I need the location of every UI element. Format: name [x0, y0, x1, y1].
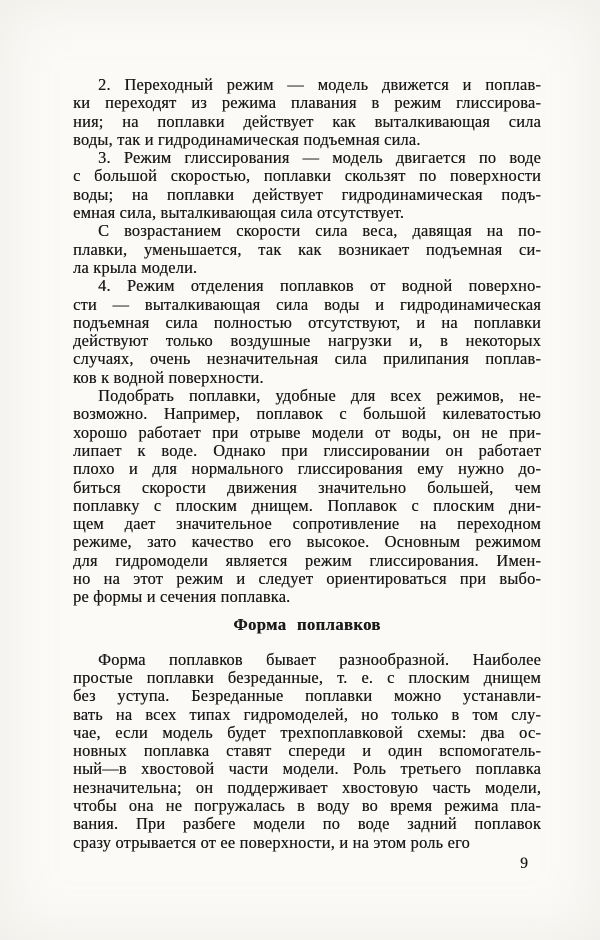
text-line: биться скорости движения значительно большей, чем [73, 478, 541, 497]
paragraph [73, 222, 541, 277]
text-line: режиме, зато качество его высокое. Основным режимом [73, 533, 541, 552]
text-line: без уступа. Безреданные поплавки можно устанавли- [73, 687, 541, 706]
text-line: липает к воде. Однако при глиссировании он работает [73, 441, 541, 460]
text-line: поплавку с плоским днищем. Поплавок с плоским дни- [73, 496, 541, 515]
text-line: 3. Режим глиссирования — модель двигается по воде [98, 149, 541, 168]
text-line: вать на всех типах гидромоделей, но только в том слу- [73, 705, 541, 724]
paragraph [73, 277, 541, 387]
paragraph [73, 149, 541, 222]
text-line: ния; на поплавки действует как выталкивающая сила [73, 112, 541, 131]
text-line: чтобы она не погружалась в воду во время режима пла- [73, 796, 541, 815]
text-line: случаях, очень незначительная сила прилипания поплав- [73, 350, 541, 369]
page-number: 9 [520, 855, 528, 872]
text-line: подъемная сила полностью отсутствуют, и на поплавки [73, 313, 541, 332]
text-line: С возрастанием скорости сила веса, давящая на по- [98, 222, 541, 241]
text-line: ки переходят из режима плавания в режим глиссирова- [73, 94, 541, 113]
text-line: 2. Переходный режим — модель движется и поплав- [98, 76, 541, 94]
text-line: сразу отрывается от ее поверхности, и на этом роль его [73, 833, 470, 852]
section-heading: Форма поплавков [233, 614, 381, 634]
paragraph [73, 651, 541, 852]
text-line: ре формы и сечения поплавка. [73, 588, 291, 607]
text-line: действуют только воздушные нагрузки и, в некоторых [73, 332, 541, 351]
text-line: плохо и для нормального глиссирования ему нужно до- [73, 460, 541, 479]
text-line: ков к водной поверхности. [73, 368, 264, 387]
text-line: но на этот режим и следует ориентироваться при выбо- [73, 570, 541, 589]
paragraph [73, 76, 541, 149]
text-line: для гидромодели является режим глиссирования. Имен- [73, 551, 541, 570]
text-line: Подобрать поплавки, удобные для всех режимов, не- [98, 387, 541, 406]
text-line: воды, так и гидродинамическая подъемная сила. [73, 130, 421, 149]
text-line: Форма поплавков бывает разнообразной. Наиболее [98, 650, 541, 669]
text-line: емная сила, выталкивающая сила отсутствует. [73, 204, 405, 223]
text-block [73, 76, 541, 852]
text-line: чае, если модель будет трехпоплавковой схемы: два ос- [73, 723, 541, 742]
text-line: простые поплавки безреданные, т. е. с плоским днищем [73, 668, 541, 687]
text-line: щем дает значительное сопротивление на переходном [73, 515, 541, 534]
text-line: плавки, уменьшается, так как возникает подъемная си- [73, 240, 541, 259]
text-line: возможно. Например, поплавок с большой килеватостью [73, 405, 541, 424]
text-line: хорошо работает при отрыве модели от воды, он не при- [73, 423, 541, 442]
text-line: новных поплавка ставят спереди и один вспомогатель- [73, 742, 541, 761]
text-line: воды; на поплавки действует гидродинамическая подъ- [73, 185, 541, 204]
text-line: незначительна; он поддерживает хвостовую часть модели, [73, 778, 541, 797]
text-line: с большой скоростью, поплавки скользят по поверхности [73, 167, 541, 186]
text-line: 4. Режим отделения поплавков от водной поверхно- [98, 277, 541, 296]
text-line: ла крыла модели. [73, 258, 198, 277]
text-line: ный—в хвостовой части модели. Роль третьего поплавка [73, 760, 541, 779]
text-line: сти — выталкивающая сила воды и гидродинамическая [73, 295, 541, 314]
text-line: вания. При разбеге модели по воде задний поплавок [73, 815, 541, 834]
paragraph [73, 387, 541, 607]
